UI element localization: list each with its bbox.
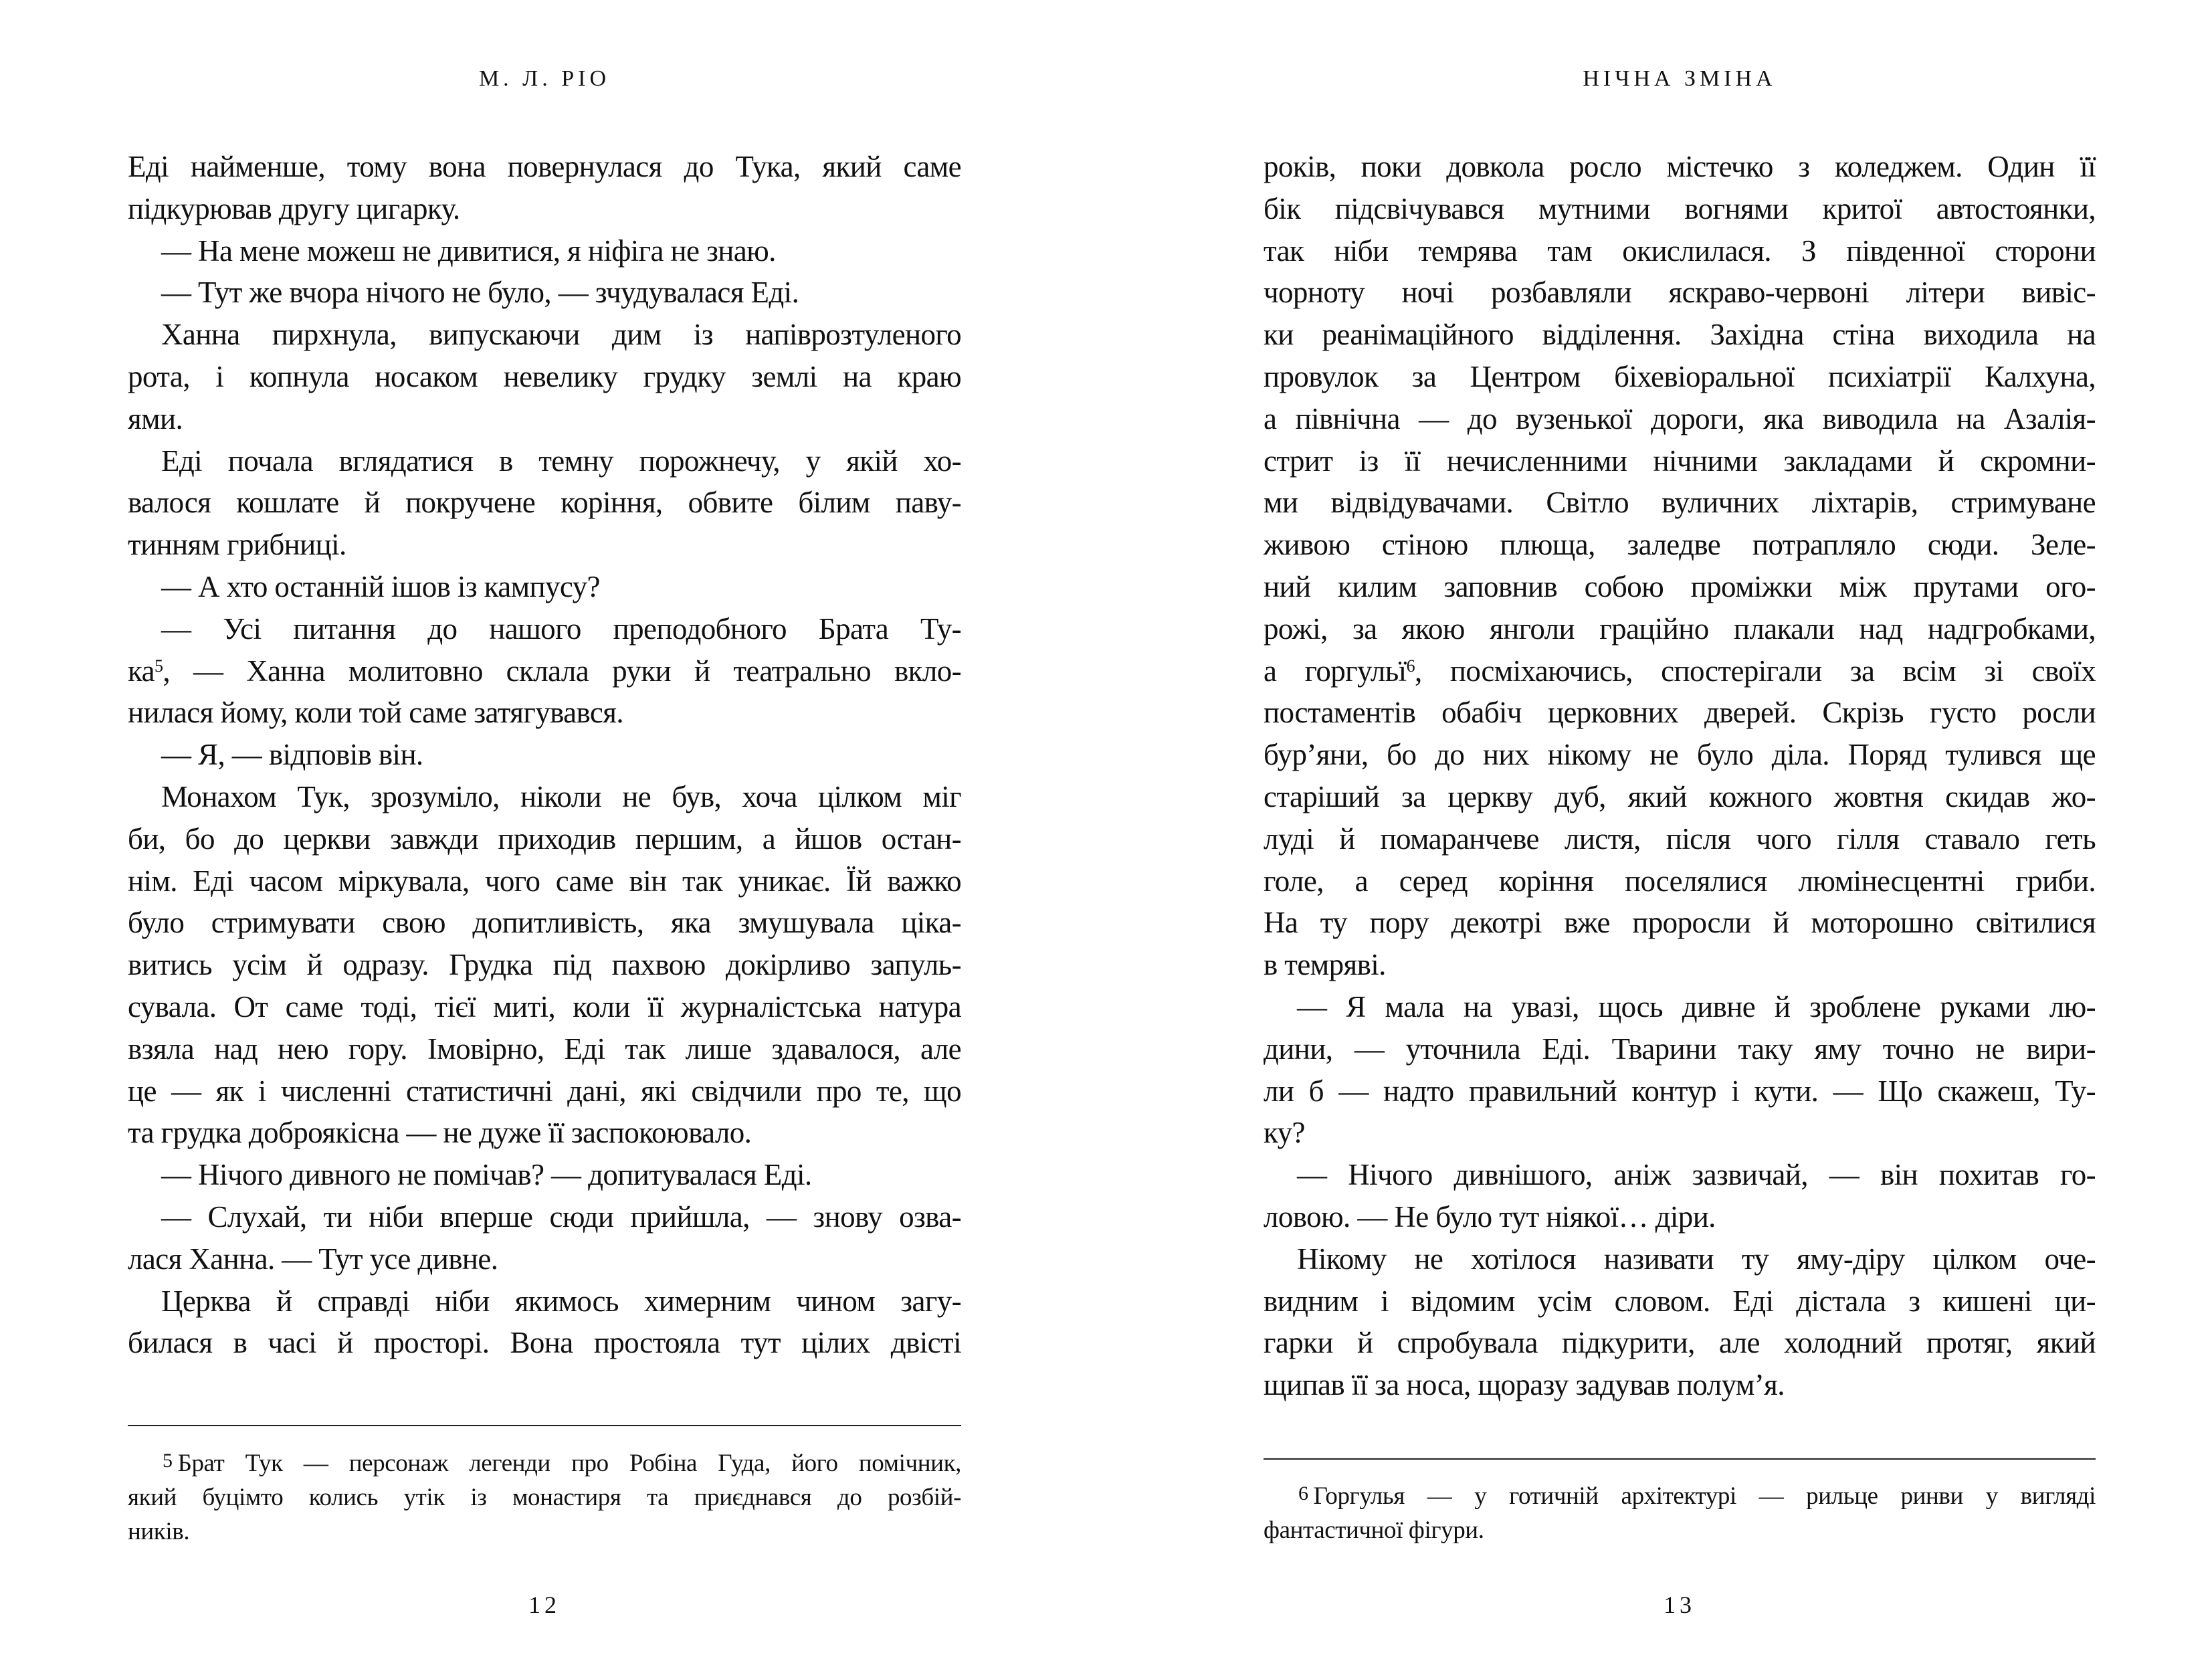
text-line-content: Еді почала вглядатися в темну порожнечу, у якій хо- xyxy=(161,444,961,478)
footnote-text: фантастичної фігури. xyxy=(1264,1517,1484,1544)
text-line-content: взяла над нею гору. Імовірно, Еді так лише здавалося, але xyxy=(128,1032,961,1066)
text-line-content: підкурював другу цигарку. xyxy=(128,191,460,225)
text-line-content: витись усім й одразу. Грудка під пахвою докірливо запуль- xyxy=(128,948,961,982)
text-line-content: луді й помаранчеве листя, після чого гілля ставало геть xyxy=(1264,821,2096,856)
right-page xyxy=(1264,0,2096,1659)
text-line xyxy=(128,776,961,818)
text-line xyxy=(1264,524,2096,566)
text-line-content: старіший за церкву дуб, який кожного жовтня скидав жо- xyxy=(1264,779,2096,813)
footnote-6 xyxy=(1264,1476,2096,1547)
text-line-content: гарки й спробувала підкурити, але холодний протяг, який xyxy=(1264,1326,2096,1360)
text-line-content: нім. Еді часом міркувала, чого саме він так уникає. Їй важко xyxy=(128,864,961,898)
text-line xyxy=(1264,230,2096,272)
text-line-content: та грудка доброякісна — не дуже її заспокоювало. xyxy=(128,1116,752,1150)
text-line-content: було стримувати свою допитливість, яка змушувала ціка- xyxy=(128,906,961,940)
text-line-content: — Я мала на увазі, щось дивне й зроблене руками лю- xyxy=(1297,989,2096,1023)
footnote-reference[interactable]: 6 xyxy=(1406,656,1415,676)
text-line-content: а північна — до вузенької дороги, яка виводила на Азалія- xyxy=(1264,401,2096,435)
text-line-content: , посміхаючись, спостерігали за всім зі своїх xyxy=(1414,654,2096,688)
text-line xyxy=(1264,146,2096,188)
text-line xyxy=(128,356,961,398)
text-line xyxy=(1264,1070,2096,1112)
text-line-content: в темряві. xyxy=(1264,948,1386,982)
text-line xyxy=(128,482,961,524)
running-head-title: НІЧНА ЗМІНА xyxy=(1583,66,1777,91)
text-line xyxy=(1264,314,2096,356)
footnote-line xyxy=(1264,1476,2096,1513)
text-line xyxy=(128,1154,961,1196)
text-line xyxy=(128,1238,961,1280)
text-line-content: живою стіною плюща, заледве потрапляло сюди. Зеле- xyxy=(1264,528,2096,562)
text-line-content: ний килим заповнив собою проміжки між прутами ого- xyxy=(1264,569,2096,603)
text-line-content: постаментів обабіч церковних дверей. Скрізь густо росли xyxy=(1264,696,2096,730)
text-line xyxy=(1264,1322,2096,1364)
text-line-content: Нікому не хотілося називати ту яму-діру цілком оче- xyxy=(1297,1242,2096,1276)
text-line-content: валося кошлате й покручене коріння, обвите білим паву- xyxy=(128,486,961,520)
footnote-reference[interactable]: 5 xyxy=(154,656,163,676)
text-line xyxy=(1264,566,2096,608)
body-text xyxy=(1264,146,2096,1406)
text-line xyxy=(1264,482,2096,524)
text-line-content: рота, і копнула носаком невелику грудку землі на краю xyxy=(128,359,961,393)
text-line xyxy=(1264,650,2096,692)
text-line-content: нилася йому, коли той саме затягувався. xyxy=(128,696,624,730)
text-line-content: би, бо до церкви завжди приходив першим, а йшов остан- xyxy=(128,821,961,856)
footnote-rule xyxy=(128,1425,961,1426)
text-line xyxy=(1264,1196,2096,1238)
text-line-content: Ханна пирхнула, випускаючи дим із напіврозтуленого xyxy=(161,318,961,352)
text-line-content: — Нічого дивнішого, аніж зазвичай, — він похитав го- xyxy=(1297,1158,2096,1192)
text-line xyxy=(1264,398,2096,440)
text-line-content: — Я, — відповів він. xyxy=(161,738,423,772)
text-line xyxy=(128,188,961,230)
text-line xyxy=(128,1322,961,1364)
footnote-line xyxy=(128,1515,961,1549)
text-line-content: чорноту ночі розбавляли яскраво-червоні літери вивіс- xyxy=(1264,276,2096,310)
text-line xyxy=(1264,188,2096,230)
text-line-content: ки реанімаційного відділення. Західна стіна виходила на xyxy=(1264,318,2096,352)
text-line-content: так ніби темрява там окислилася. З південної сторони xyxy=(1264,233,2096,268)
text-line-content: На ту пору декотрі вже проросли й моторошно світилися xyxy=(1264,906,2096,940)
text-line xyxy=(1264,1238,2096,1280)
text-line xyxy=(128,1280,961,1323)
text-line xyxy=(1264,608,2096,650)
page-number: 13 xyxy=(1664,1591,1696,1618)
left-page xyxy=(128,0,961,1659)
text-line-content: рожі, за якою янголи граційно плакали над надгробками, xyxy=(1264,611,2096,646)
text-line xyxy=(1264,356,2096,398)
text-line xyxy=(128,1028,961,1070)
text-line xyxy=(1264,902,2096,944)
text-line-content: стрит із її нечисленними нічними закладами й скромни- xyxy=(1264,444,2096,478)
text-line-content: тинням грибниці. xyxy=(128,528,346,562)
text-line-content: билася в часі й просторі. Вона простояла тут цілих двісті xyxy=(128,1326,961,1360)
text-line-content: ми відвідувачами. Світло вуличних ліхтарів, стримуване xyxy=(1264,486,2096,520)
footnote-line xyxy=(1264,1513,2096,1547)
text-line-content: — А хто останній ішов із кампусу? xyxy=(161,569,600,603)
text-line xyxy=(128,902,961,944)
text-line-content: років, поки довкола росло містечко з коледжем. Один її xyxy=(1264,150,2096,183)
footnote-text: ників. xyxy=(128,1518,190,1545)
text-line-content: Монахом Тук, зрозуміло, ніколи не був, хоча цілком міг xyxy=(161,779,961,813)
footnote-number: 6 xyxy=(1298,1482,1308,1504)
text-line xyxy=(128,692,961,734)
text-line xyxy=(128,230,961,272)
text-line-content: провулок за Центром біхевіоральної психіатрії Калхуна, xyxy=(1264,359,2096,393)
text-line xyxy=(128,860,961,902)
text-line xyxy=(128,734,961,776)
text-line-content: видним і відомим усім словом. Еді дістала з кишені ци- xyxy=(1264,1284,2096,1318)
text-line xyxy=(128,440,961,482)
body-text xyxy=(128,146,961,1364)
text-line-content: ка xyxy=(128,654,155,688)
text-line xyxy=(1264,440,2096,482)
text-line-content: , — Ханна молитовно склала руки й театрально вкло- xyxy=(163,654,961,688)
text-line xyxy=(1264,1364,2096,1406)
text-line xyxy=(128,944,961,986)
text-line xyxy=(128,608,961,650)
text-line xyxy=(1264,734,2096,776)
text-line-content: — Нічого дивного не помічав? — допитувалася Еді. xyxy=(161,1158,812,1192)
text-line xyxy=(128,398,961,440)
text-line xyxy=(128,272,961,314)
text-line-content: ловою. — Не було тут ніякої… діри. xyxy=(1264,1199,1716,1234)
text-line xyxy=(1264,986,2096,1028)
text-line xyxy=(1264,272,2096,314)
text-line xyxy=(1264,818,2096,860)
text-line-content: це — як і численні статистичні дані, які свідчили про те, що xyxy=(128,1074,961,1108)
text-line-content: — Усі питання до нашого преподобного Брата Ту- xyxy=(161,611,961,646)
footnote-5 xyxy=(128,1444,961,1549)
text-line-content: ями. xyxy=(128,401,183,435)
text-line xyxy=(1264,776,2096,818)
footnote-line xyxy=(128,1480,961,1515)
footnote-text: який буцімто колись утік із монастиря та приєднався до розбій- xyxy=(128,1484,961,1511)
text-line-content: — Тут же вчора нічого не було, — зчудувалася Еді. xyxy=(161,276,799,310)
text-line xyxy=(1264,1028,2096,1070)
text-line xyxy=(128,1112,961,1154)
text-line xyxy=(128,818,961,860)
text-line xyxy=(128,524,961,566)
text-line xyxy=(128,650,961,692)
text-line-content: бур’яни, бо до них нікому не було діла. Поряд тулився ще xyxy=(1264,738,2096,772)
footnote-line xyxy=(128,1444,961,1480)
text-line-content: Еді найменше, тому вона повернулася до Тука, який саме xyxy=(128,150,961,183)
text-line-content: голе, а серед коріння поселялися люмінесцентні гриби. xyxy=(1264,864,2096,898)
text-line xyxy=(1264,860,2096,902)
footnote-rule xyxy=(1264,1458,2096,1460)
footnote-number: 5 xyxy=(163,1450,173,1472)
page-number: 12 xyxy=(528,1591,561,1618)
text-line xyxy=(1264,1154,2096,1196)
text-line-content: Церква й справді ніби якимось химерним чином загу- xyxy=(161,1284,961,1318)
text-line xyxy=(128,314,961,356)
text-line xyxy=(1264,1112,2096,1154)
text-line xyxy=(128,566,961,608)
text-line-content: дини, — уточнила Еді. Тварини таку яму точно не вири- xyxy=(1264,1032,2096,1066)
footnote-text: Горгулья — у готичній архітектурі — рильце ринви у вигляді xyxy=(1313,1482,2096,1510)
text-line-content: бік підсвічувався мутними вогнями критої автостоянки, xyxy=(1264,191,2096,225)
text-line xyxy=(1264,944,2096,986)
text-line xyxy=(1264,1280,2096,1323)
text-line xyxy=(128,986,961,1028)
text-line xyxy=(128,1070,961,1112)
text-line-content: сувала. От саме тоді, тієї миті, коли її журналістська натура xyxy=(128,989,961,1023)
text-line-content: щипав її за носа, щоразу задував полум’я. xyxy=(1264,1368,1785,1402)
text-line xyxy=(128,146,961,188)
text-line xyxy=(1264,692,2096,734)
footnote-text: Брат Тук — персонаж легенди про Робіна Гуда, його помічник, xyxy=(177,1450,961,1477)
text-line-content: — Слухай, ти ніби вперше сюди прийшла, — знову озва- xyxy=(161,1199,961,1234)
text-line-content: — На мене можеш не дивитися, я ніфіга не знаю. xyxy=(161,233,776,268)
text-line-content: а горгульї xyxy=(1264,654,1407,688)
text-line-content: лася Ханна. — Тут усе дивне. xyxy=(128,1242,498,1276)
text-line xyxy=(128,1196,961,1238)
running-head-author: М. Л. РІО xyxy=(478,66,611,91)
text-line-content: ли б — надто правильний контур і кути. — Що скажеш, Ту- xyxy=(1264,1074,2096,1108)
text-line-content: ку? xyxy=(1264,1116,1305,1150)
